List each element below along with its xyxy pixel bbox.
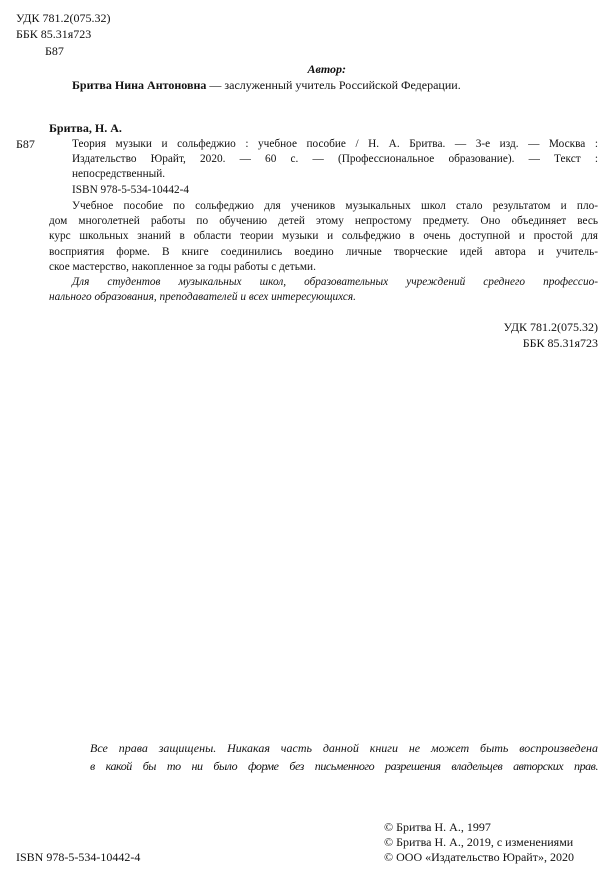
annotation-line: Учебное пособие по сольфеджио для учеников музыкальных школ стало результатом и пло-	[72, 200, 598, 212]
annotation-line: ское мастерство, накопленное за годы работы с детьми.	[49, 260, 316, 273]
bibliography-line: непосредственный.	[72, 168, 166, 181]
bibliography-line: Теория музыки и сольфеджио : учебное пособие / Н. А. Бритва. — 3-е изд. — Москва :	[72, 138, 598, 150]
copyright-line: © Бритва Н. А., 2019, с изменениями	[384, 835, 574, 849]
footer-isbn: ISBN 978-5-534-10442-4	[16, 850, 141, 864]
annotation-line: восприятия форме. В книге соединились воедино личные творческие идей автора и учитель-	[49, 245, 598, 258]
header-code: Б87	[45, 44, 64, 58]
rights-line: Все права защищены. Никакая часть данной книги не может быть воспроизведена	[90, 741, 598, 755]
author-name: Бритва Нина Антоновна	[72, 78, 207, 92]
classification-bbk: ББК 85.31я723	[522, 336, 598, 350]
header-udk: УДК 781.2(075.32)	[16, 11, 111, 25]
author-label: Автор:	[307, 62, 346, 76]
bibliography-description	[72, 137, 598, 183]
author-description: — заслуженный учитель Российской Федерации.	[206, 78, 461, 92]
classification-udk: УДК 781.2(075.32)	[503, 320, 598, 334]
bibliography-code: Б87	[16, 137, 35, 151]
audience-note	[49, 275, 598, 305]
annotation-line: дом многолетней работы по обучению детей этому непростому предмету. Оно объединяет весь	[49, 215, 598, 228]
audience-line: Для студентов музыкальных школ, образовательных учреждений среднего профессио-	[72, 276, 598, 288]
annotation-line: курс школьных знаний в области теории музыки и сольфеджио в очень доступной и простой для	[49, 230, 598, 243]
rights-line: в какой бы то ни было форме без письменного разрешения владельцев авторских прав.	[90, 759, 598, 773]
copyright-line: © Бритва Н. А., 1997	[384, 820, 491, 834]
bibliography-isbn: ISBN 978-5-534-10442-4	[72, 184, 190, 196]
audience-line: нального образования, преподавателей и всех интересующихся.	[49, 291, 356, 304]
bibliography-line: Издательство Юрайт, 2020. — 60 с. — (Профессиональное образование). — Текст :	[72, 153, 598, 166]
header-bbk: ББК 85.31я723	[16, 27, 92, 41]
rights-notice	[90, 739, 598, 775]
copyright-line: © ООО «Издательство Юрайт», 2020	[384, 850, 574, 864]
author-line	[72, 78, 461, 93]
annotation	[49, 199, 598, 275]
bibliography-author: Бритва, Н. А.	[49, 121, 122, 135]
